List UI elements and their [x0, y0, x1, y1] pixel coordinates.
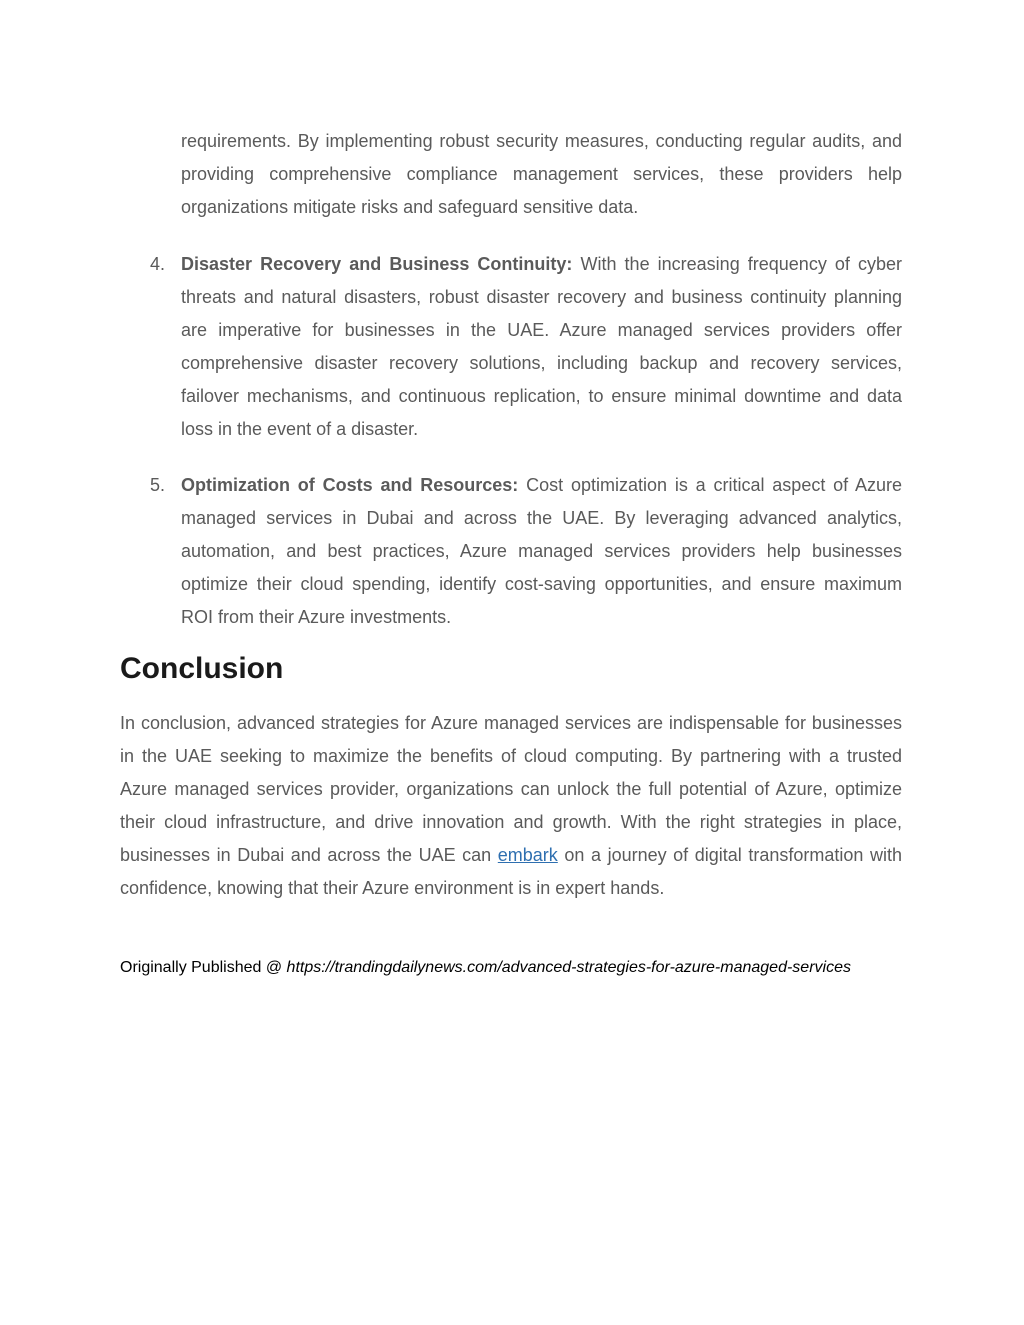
list-item-number: 4. [150, 254, 166, 274]
footer-label: Originally Published @ [120, 959, 283, 976]
list-item-text: Cost optimization is a critical aspect of Azure managed services in Dubai and across the UAE. By leveraging advanced analytics, automation, and best practices, Azure managed services providers help businesses optimize their cloud spending, identify cost-saving opportunities, and ensure maximum ROI from their Azure investments. [181, 475, 902, 627]
list-item-text: With the increasing frequency of cyber threats and natural disasters, robust disaster recovery and business continuity planning are imperative for businesses in the UAE. Azure managed services providers offer comprehensive disaster recovery solutions, including backup and recovery services, failover mechanisms, and continuous replication, to ensure minimal downtime and data loss in the event of a disaster. [181, 254, 902, 439]
list-item-3-continuation: requirements. By implementing robust security measures, conducting regular audits, and providing comprehensive compliance management services, these providers help organizations mitigate risks and safeguard sensitive data. [181, 131, 902, 217]
conclusion-paragraph [120, 707, 902, 905]
conclusion-text-end: on a journey of digital transformation with confidence, knowing that their Azure environment is in expert hands. [120, 845, 902, 898]
list-item-5 [150, 469, 902, 634]
conclusion-heading: Conclusion [120, 652, 284, 685]
list-item-title: Disaster Recovery and Business Continuity: [181, 254, 573, 274]
footer-url: https://trandingdailynews.com/advanced-strategies-for-azure-managed-services [286, 959, 851, 976]
conclusion-text-start: In conclusion, advanced strategies for Azure managed services are indispensable for businesses in the UAE seeking to maximize the benefits of cloud computing. By partnering with a trusted Azure managed services provider, organizations can unlock the full potential of Azure, optimize their cloud infrastructure, and drive innovation and growth. With the right strategies in place, businesses in Dubai and across the UAE can [120, 713, 902, 865]
embark-link[interactable]: embark [497, 845, 558, 865]
list-item-title: Optimization of Costs and Resources: [181, 475, 519, 495]
originally-published-line [120, 956, 920, 980]
list-item-number: 5. [150, 475, 166, 495]
list-item-4 [150, 248, 902, 446]
